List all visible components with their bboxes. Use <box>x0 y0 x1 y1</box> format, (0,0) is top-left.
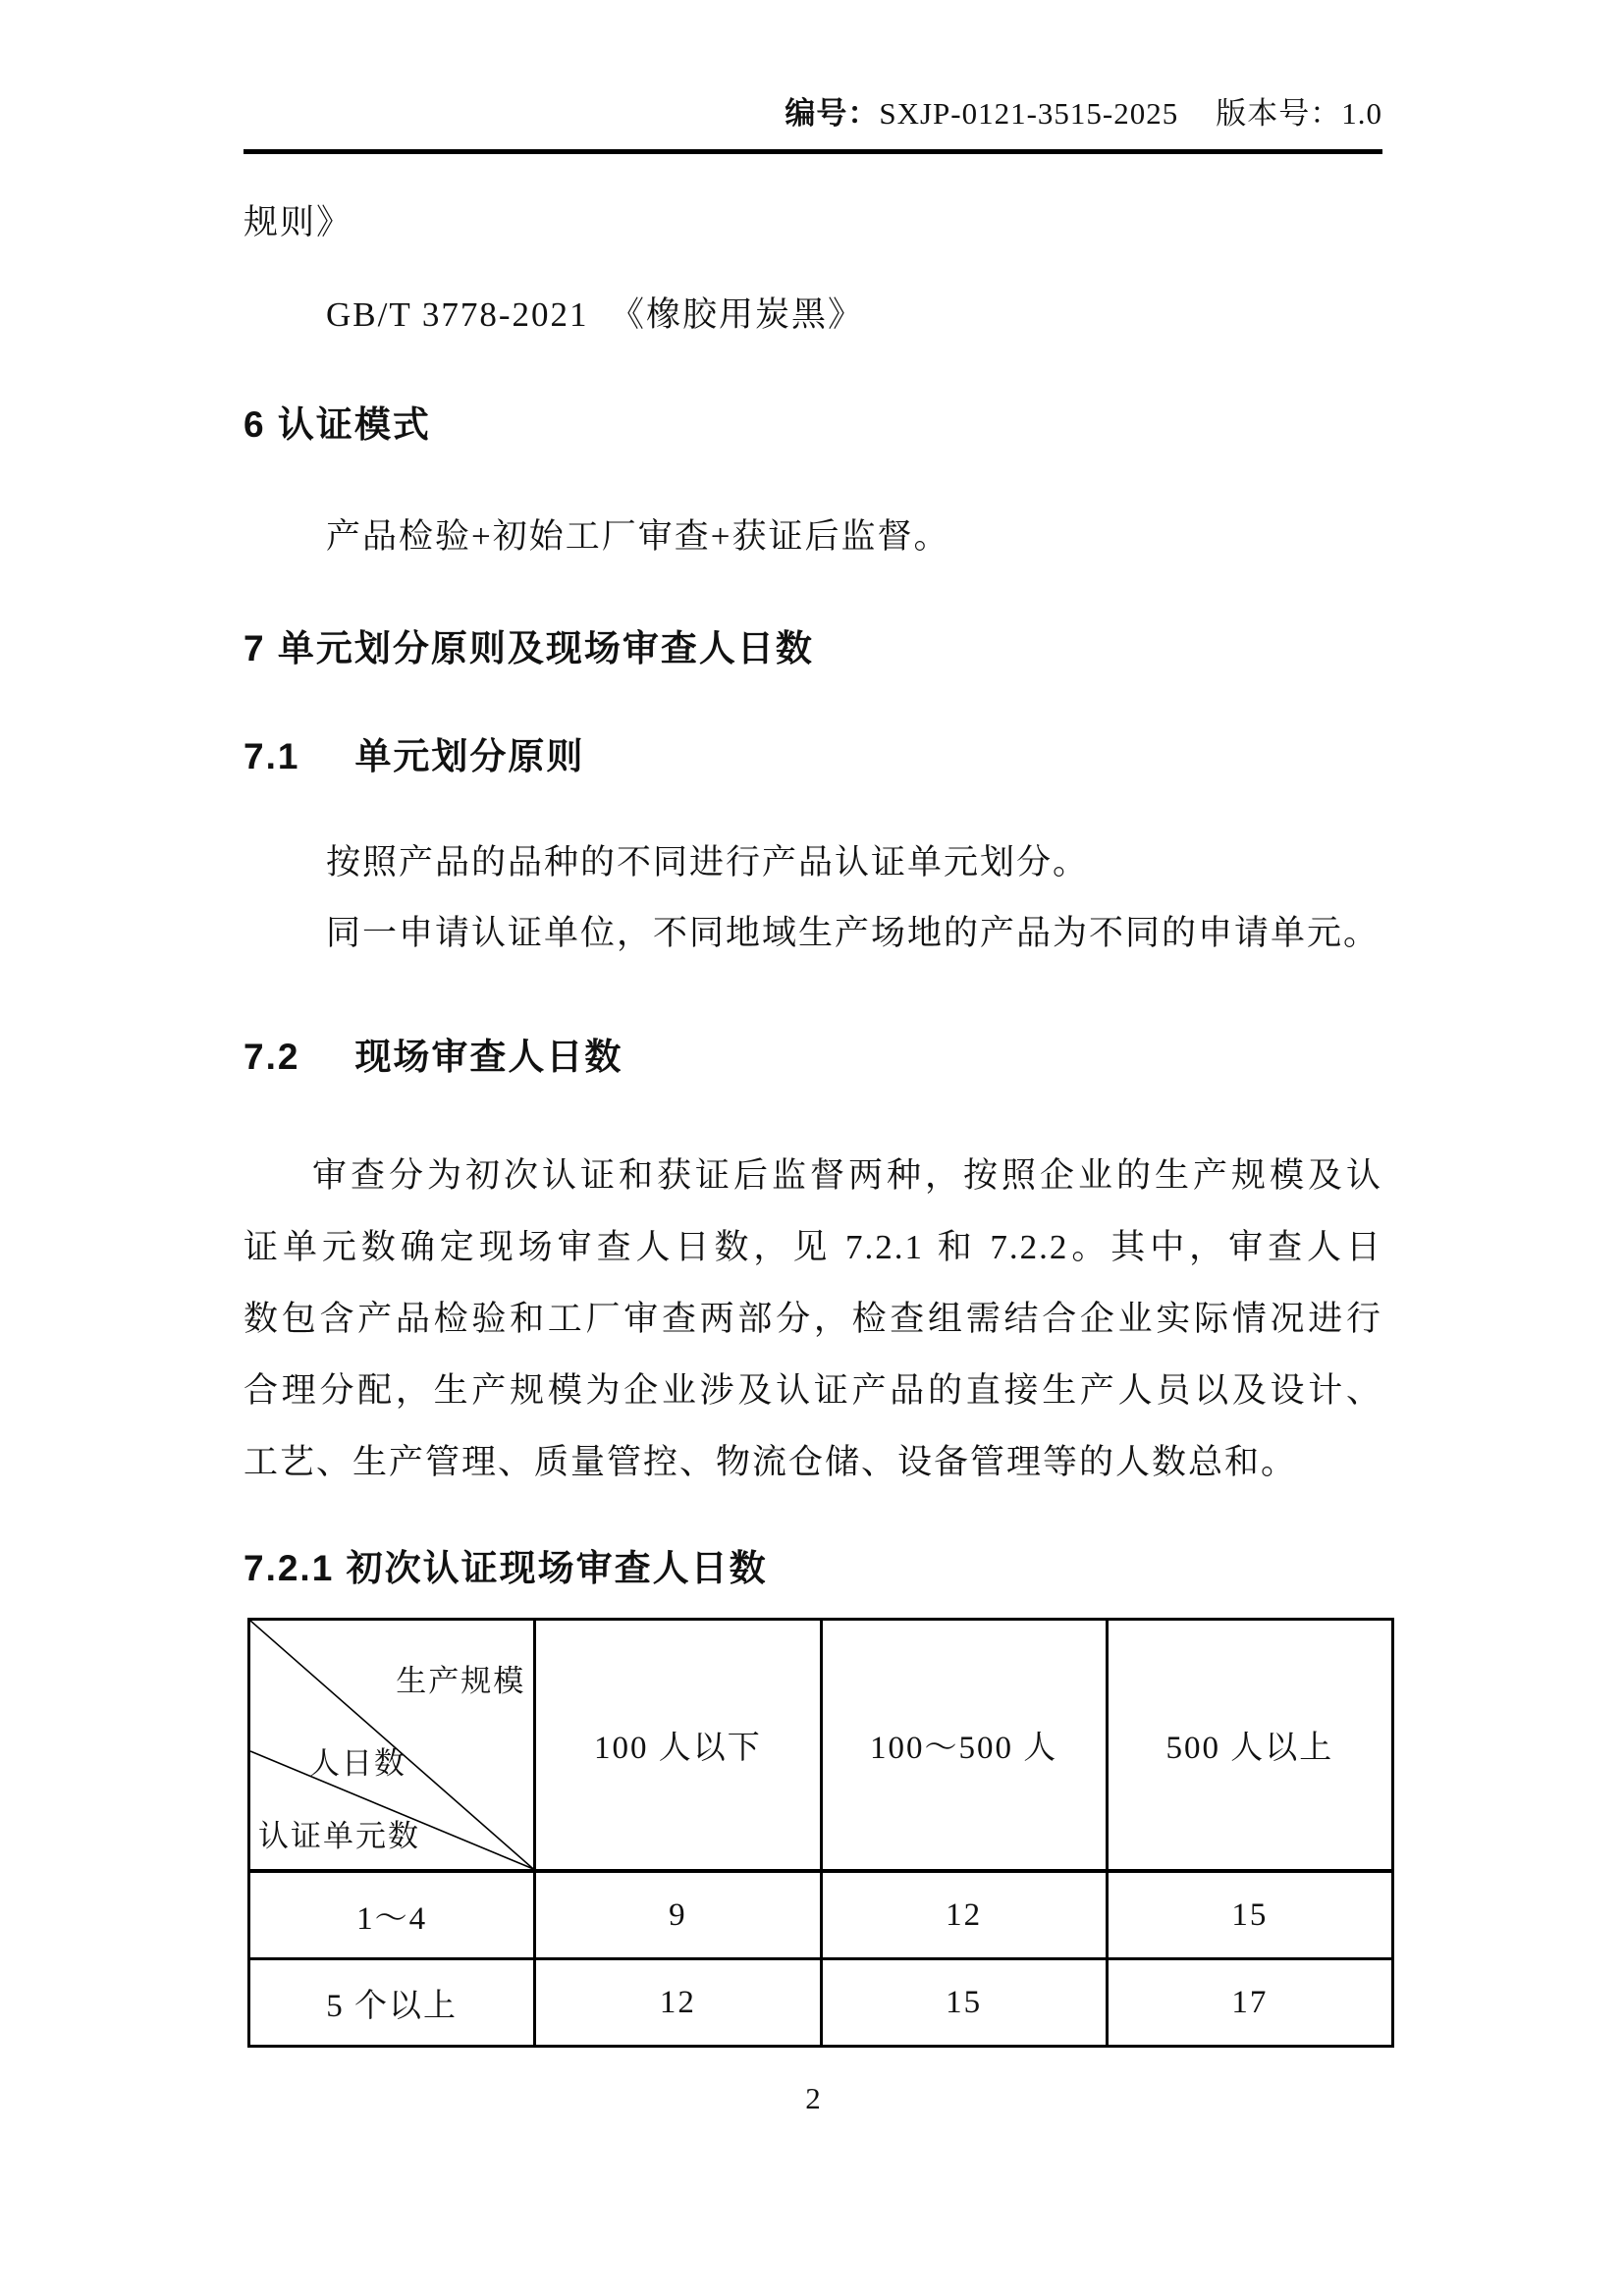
table-row <box>249 1959 1393 2047</box>
heading-7-1-title: 单元划分原则 <box>354 736 585 776</box>
paragraph-line: 数包含产品检验和工厂审查两部分，检查组需结合企业实际情况进行 <box>244 1300 1382 1338</box>
heading-7-2-title: 现场审查人日数 <box>354 1037 623 1077</box>
paragraph-audit-man-days <box>244 1140 1382 1498</box>
diagonal-label-cert-units: 认证单元数 <box>258 1819 420 1853</box>
column-header-over-500: 500 人以上 <box>1107 1620 1392 1872</box>
paragraph-line: 工艺、生产管理、质量管控、物流仓储、设备管理等的人数总和。 <box>244 1443 1298 1481</box>
page-content <box>244 0 1382 2116</box>
row-label-1-4: 1～4 <box>249 1871 535 1959</box>
heading-7-2-1-initial-audit-man-days: 7.2.1 初次认证现场审查人日数 <box>244 1548 768 1588</box>
audit-man-days-table <box>247 1618 1394 2048</box>
table-header-row <box>249 1620 1393 1872</box>
column-header-under-100: 100 人以下 <box>535 1620 821 1872</box>
doc-number-label: 编号： <box>785 96 880 131</box>
heading-7-1-unit-division-principle <box>244 733 1382 780</box>
rule-title-tail: 规则》 <box>244 203 353 241</box>
cell-value: 17 <box>1107 1959 1392 2047</box>
column-header-100-500: 100～500 人 <box>821 1620 1107 1872</box>
diagonal-label-man-days: 人日数 <box>309 1746 406 1781</box>
heading-7-2-audit-man-days <box>244 1034 1382 1081</box>
diagonal-label-production-scale: 生产规模 <box>396 1664 526 1698</box>
doc-version-label: 版本号： <box>1216 96 1342 131</box>
paragraph-line: 合理分配，生产规模为企业涉及认证产品的直接生产人员以及设计、 <box>244 1371 1382 1410</box>
cell-value: 9 <box>535 1871 821 1959</box>
doc-version-value: 1.0 <box>1341 96 1382 131</box>
paragraph-certification-mode: 产品检验+初始工厂审查+获证后监督。 <box>326 517 950 556</box>
row-label-5-plus: 5 个以上 <box>249 1959 535 2047</box>
cell-value: 12 <box>535 1959 821 2047</box>
document-header <box>244 0 1382 133</box>
heading-7-1-number: 7.1 <box>244 736 300 776</box>
doc-number-value: SXJP-0121-3515-2025 <box>879 96 1179 131</box>
cell-value: 12 <box>821 1871 1107 1959</box>
paragraph-line: 证单元数确定现场审查人日数，见 7.2.1 和 7.2.2。其中，审查人日 <box>244 1228 1382 1266</box>
cell-value: 15 <box>821 1959 1107 2047</box>
heading-7-unit-division: 7 单元划分原则及现场审查人日数 <box>244 628 814 668</box>
heading-6-certification-mode: 6 认证模式 <box>244 404 431 445</box>
standard-reference-line: GB/T 3778-2021 《橡胶用炭黑》 <box>326 295 864 334</box>
cell-value: 15 <box>1107 1871 1392 1959</box>
diagonal-header-cell <box>249 1620 535 1872</box>
table-row <box>249 1871 1393 1959</box>
page-number: 2 <box>805 2081 821 2115</box>
header-divider-line <box>244 149 1382 154</box>
paragraph-line: 审查分为初次认证和获证后监督两种，按照企业的生产规模及认 <box>312 1156 1382 1195</box>
paragraph-unit-division-b: 同一申请认证单位，不同地域生产场地的产品为不同的申请单元。 <box>326 914 1380 952</box>
paragraph-unit-division-a: 按照产品的品种的不同进行产品认证单元划分。 <box>326 843 1090 881</box>
heading-7-2-number: 7.2 <box>244 1037 300 1077</box>
